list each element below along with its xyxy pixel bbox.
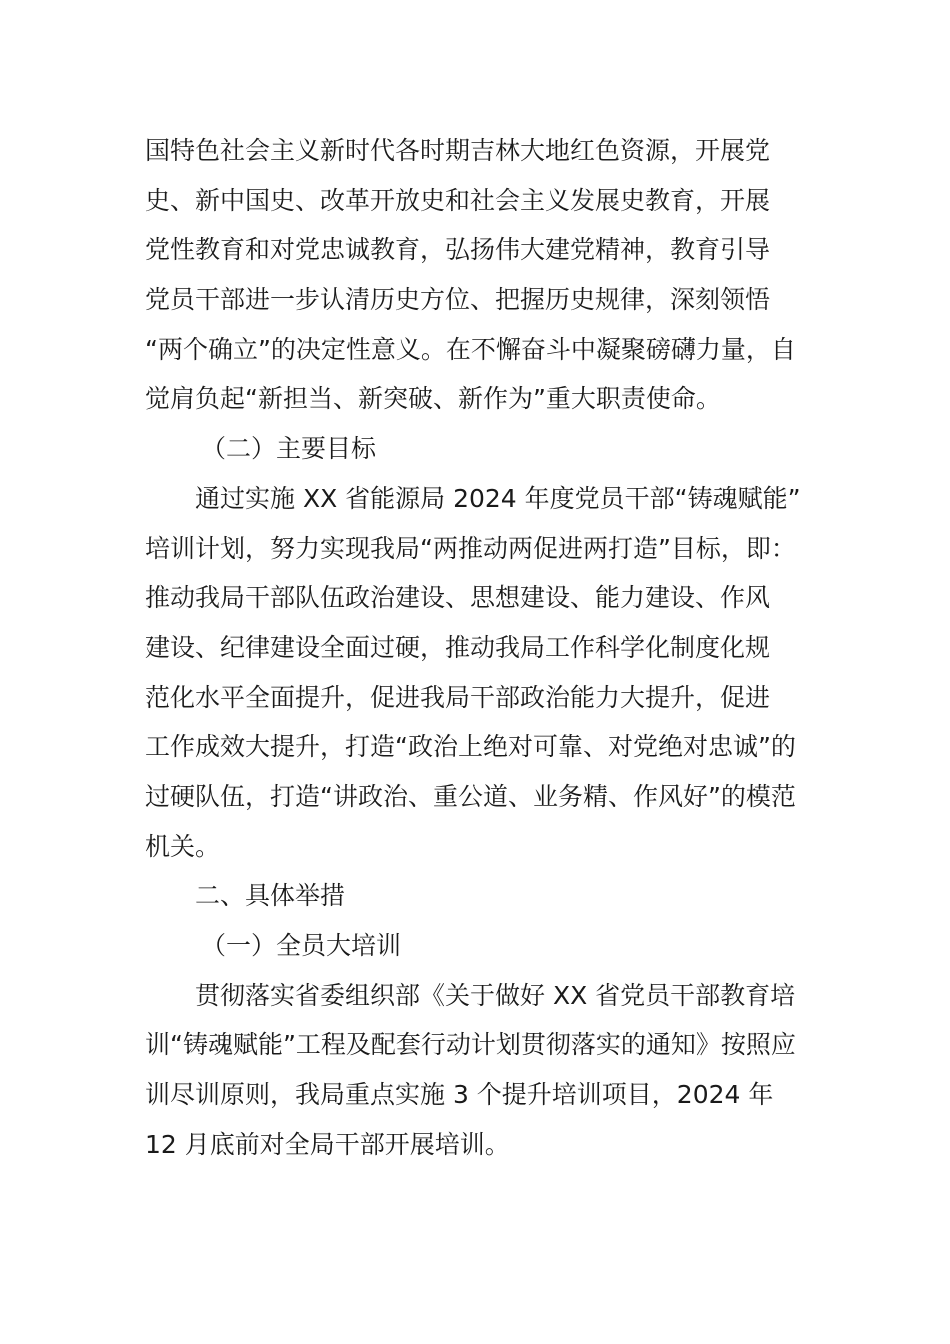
section-heading-all-staff-training: （一）全员大培训 [201,931,402,960]
document-body [145,126,815,1169]
body-text-line: 推动我局干部队伍政治建设、思想建设、能力建设、作风 [145,583,771,613]
body-text-line: 工作成效大提升，打造“政治上绝对可靠、对党绝对忠诚”的 [145,732,796,762]
body-text-line: 过硬队伍，打造“讲政治、重公道、业务精、作风好”的模范 [145,781,796,811]
section-heading-main-goals: （二）主要目标 [201,434,377,464]
paragraph-first-line: 通过实施 XX 省能源局 2024 年度党员干部“铸魂赋能” [195,483,801,513]
body-text-line: 范化水平全面提升，促进我局干部政治能力大提升，促进 [145,682,771,712]
body-text-line: 训尽训原则，我局重点实施 3 个提升培训项目，2024 年 [145,1080,774,1110]
body-text-line: 党员干部进一步认清历史方位、把握历史规律，深刻领悟 [145,285,771,315]
paragraph-first-line: 贯彻落实省委组织部《关于做好 XX 省党员干部教育培 [195,980,796,1010]
body-text-line: 党性教育和对党忠诚教育，弘扬伟大建党精神，教育引导 [145,235,771,265]
body-text-line: 训“铸魂赋能”工程及配套行动计划贯彻落实的通知》按照应 [145,1030,796,1060]
body-text-line: 国特色社会主义新时代各时期吉林大地红色资源，开展党 [145,136,771,165]
body-text-line: 觉肩负起“新担当、新突破、新作为”重大职责使命。 [145,384,721,414]
body-text-line: 培训计划，努力实现我局“两推动两促进两打造”目标，即： [145,533,796,563]
body-text-line: 12 月底前对全局干部开展培训。 [145,1129,510,1159]
body-text-line: 机关。 [145,831,221,861]
body-text-line: 建设、纪律建设全面过硬，推动我局工作科学化制度化规 [145,632,771,662]
body-text-line: “两个确立”的决定性意义。在不懈奋斗中凝聚磅礴力量，自 [145,334,796,364]
section-heading-specific-measures: 二、具体举措 [195,881,346,911]
body-text-line: 史、新中国史、改革开放史和社会主义发展史教育，开展 [145,185,771,215]
